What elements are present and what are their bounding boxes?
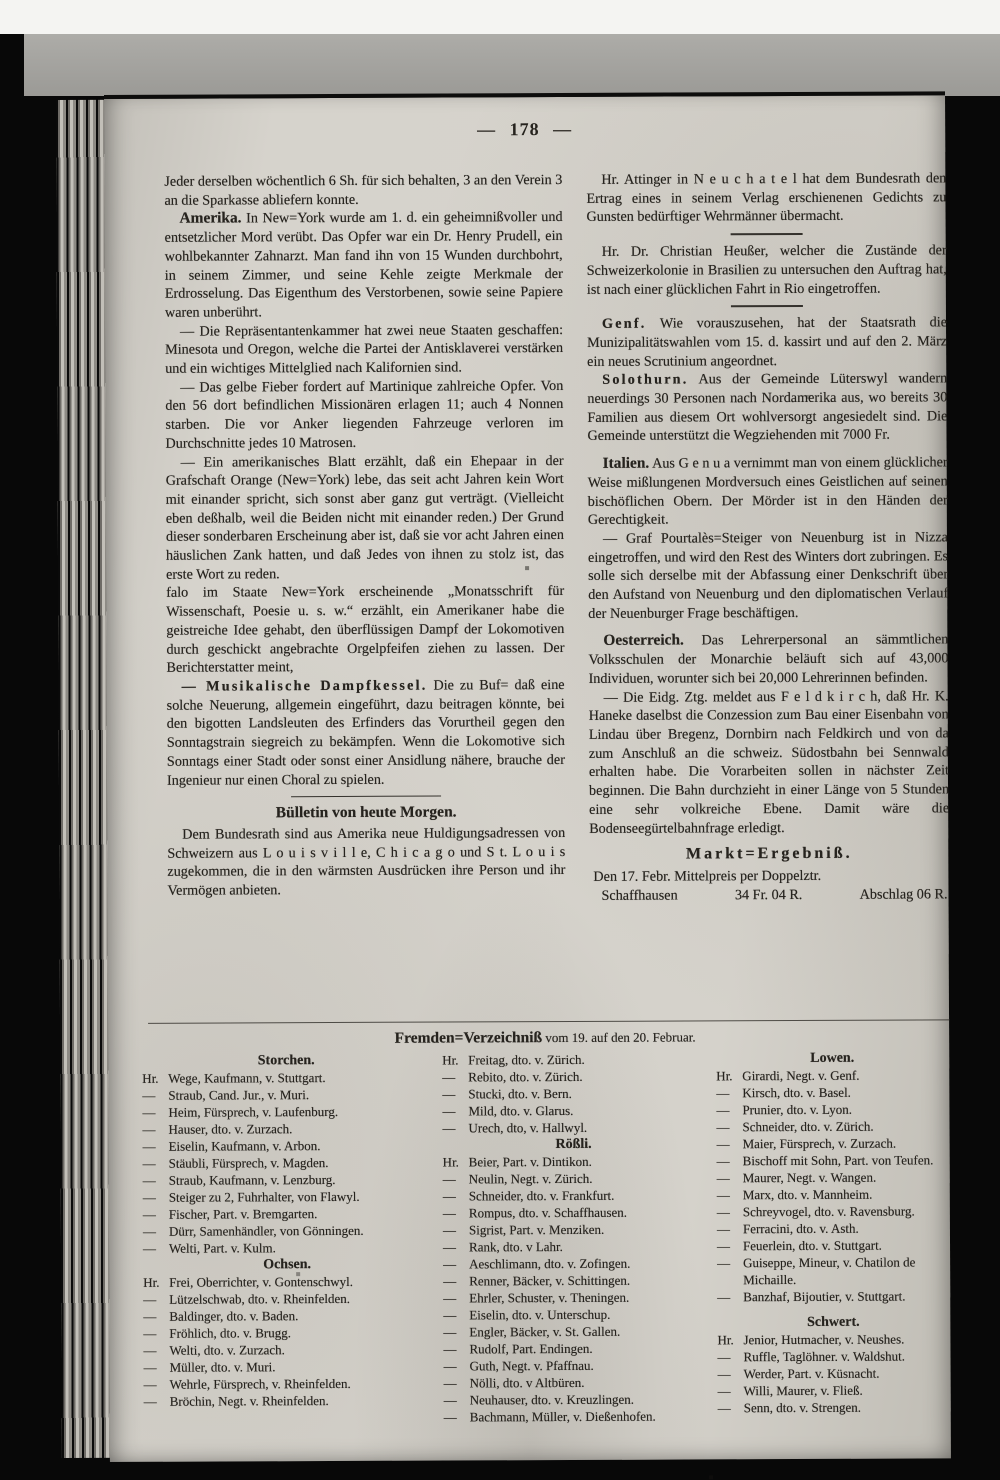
- guest-prefix: —: [716, 1136, 730, 1152]
- guest-prefix: —: [442, 1086, 456, 1102]
- guest-text: Müller, dto. v. Muri.: [169, 1359, 276, 1375]
- guest-row: [443, 1186, 705, 1204]
- guest-text: Rudolf, Part. Endingen.: [469, 1340, 593, 1357]
- guest-row: [142, 1103, 430, 1121]
- guest-prefix: —: [716, 1204, 730, 1220]
- guest-text: Straub, Cand. Jur., v. Muri.: [168, 1087, 310, 1103]
- guest-text: Freitag, dto. v. Zürich.: [468, 1051, 585, 1068]
- guest-text: Maier, Fürsprech, v. Zurzach.: [742, 1135, 897, 1152]
- guest-prefix: Hr.: [442, 1052, 459, 1068]
- guest-prefix: —: [442, 1069, 456, 1085]
- paragraph: [588, 631, 948, 689]
- guest-row: [443, 1152, 705, 1170]
- guest-prefix: —: [442, 1239, 457, 1255]
- guest-row: [143, 1222, 431, 1240]
- guest-prefix: —: [716, 1085, 730, 1101]
- paragraph: [164, 171, 562, 210]
- guest-row: [717, 1313, 949, 1331]
- paragraph-text: Aus G e n u a vernimmt man von einem glücklicher Weise mißlungenen Mordversuch eines Geistlichen auf seinen bischöflichen Obern. Der Mörder ist in den Händen der Gerechtigkeit.: [587, 454, 948, 529]
- paragraph-lead: Italien.: [602, 454, 650, 472]
- guest-text: Bischoff mit Sohn, Part. von Teufen.: [742, 1152, 934, 1169]
- guest-row: [143, 1188, 431, 1206]
- paragraph-text: falo im Staate New=York erscheinende „Monatsschrift für Wissenschaft, Poesie u. s. w.“ erzählt, ein Amerikaner habe die geistreiche Idee gehabt, den überflüssigen Dampf der Lokomotiven durch geschickt angebrachte Orgelpfeifen ziehen zu lassen. Der Berichterstatter meint,: [166, 583, 565, 677]
- guest-prefix: —: [716, 1153, 730, 1169]
- guest-row: [143, 1307, 431, 1325]
- guest-prefix: —: [142, 1121, 156, 1137]
- guest-prefix: —: [142, 1104, 156, 1120]
- paragraph-text: Hr. Attinger in N e u c h a t e l hat dem Bundesrath den Ertrag eines in seinem Verlag erschienenen Gedichts zu Gunsten bedürftiger Wehrmänner übermacht.: [586, 170, 947, 226]
- guest-text: Frei, Oberrichter, v. Gontenschwyl.: [169, 1273, 354, 1290]
- guest-text: Ruffle, Taglöhner. v. Waldshut.: [743, 1348, 906, 1365]
- guest-row: [717, 1168, 949, 1186]
- guest-row: [716, 1100, 948, 1118]
- fremden-columns: [142, 1049, 950, 1427]
- book-shadow-band: [24, 34, 1000, 96]
- paragraph: [165, 321, 563, 379]
- guest-row: [442, 1050, 704, 1068]
- guest-prefix: —: [717, 1366, 731, 1382]
- guest-text: Neulin, Negt. v. Zürich.: [468, 1170, 593, 1187]
- fremden-column-1: [142, 1052, 432, 1427]
- guest-row: [442, 1067, 704, 1085]
- paragraph-text: Aus der Gemeinde Lüterswyl wandern neuerdings 30 Personen nach Nordamerika aus, wo bereits 30 Familien aus diesem Ort wohlversorgt angesiedelt sind. Die Gemeinde unterstützt die Wegziehenden mit 7000 Fr.: [587, 370, 948, 445]
- guest-row: [443, 1254, 705, 1272]
- guest-text: Heim, Fürsprech, v. Laufenburg.: [168, 1103, 339, 1120]
- guest-text: Aeschlimann, dto. v. Zofingen.: [469, 1255, 631, 1272]
- market-row: [589, 885, 949, 905]
- paragraph: [587, 370, 947, 446]
- paragraph: [167, 824, 565, 901]
- guest-prefix: —: [142, 1155, 156, 1171]
- paragraph-text: Die zu Buf= daß eine solche Neuerung, allgemein eingeführt, dazu beitragen könnte, bei den bigotten Landsleuten des Erfinders das Vorurtheil gegen den Sonntagstrain siegreich zu bekämpfen. Wenn die Lokomotive sich Sonntags einer Stadt oder sonst einer Ansidlung nähere, brauche der Ingenieur nur einen Choral zu spielen.: [166, 676, 565, 789]
- hotel-header: Lowen.: [810, 1050, 855, 1066]
- guest-row: [143, 1256, 431, 1274]
- paragraph-text: Das Lehrerpersonal an sämmtlichen Volksschulen der Monarchie beläuft sich auf 43,000 Individuen, worunter sich bei 20,000 Lehrerinnen befinden.: [588, 631, 949, 687]
- paragraph-text: Wie vorauszusehen, hat der Staatsrath die Munizipalitätswahlen vom 15. d. kassirt und auf den 2. März ein neues Scrutinium angeordnet.: [587, 314, 948, 370]
- guest-text: Beier, Part. v. Dintikon.: [468, 1153, 592, 1170]
- guest-row: [716, 1117, 948, 1135]
- guest-row: [144, 1392, 432, 1410]
- guest-row: [143, 1341, 431, 1359]
- guest-row: [716, 1083, 948, 1101]
- guest-text: Jenior, Hutmacher, v. Neushes.: [743, 1331, 905, 1348]
- guest-row: [144, 1375, 432, 1393]
- guest-row: [143, 1137, 431, 1155]
- guest-text: Straub, Kaufmann, v. Lenzburg.: [168, 1172, 336, 1188]
- guest-row: [443, 1271, 705, 1289]
- guest-text: Wege, Kaufmann, v. Stuttgart.: [168, 1070, 326, 1086]
- guest-row: [718, 1381, 950, 1399]
- guest-prefix: —: [143, 1342, 157, 1358]
- guest-prefix: —: [143, 1240, 157, 1256]
- guest-prefix: —: [716, 1119, 730, 1135]
- guest-prefix: —: [717, 1289, 731, 1305]
- hotel-header: Schwert.: [807, 1314, 860, 1330]
- guest-prefix: —: [143, 1376, 157, 1392]
- paragraph-text: In New=York wurde am 1. d. ein geheimnißvoller und entsetzlicher Mord verübt. Das Opfer war ein Dr. Henry Prudell, ein wohlbekannter Zahnarzt. Man fand ihn von 15 Wunden durchbohrt, in seinem Zimmer, und seine Kehle zeigte Merkmale der Erdrosselung. Das Eigenthum des Verstorbenen, sowie seine Papiere waren unberührt.: [164, 209, 563, 321]
- scanner-bed-strip: [0, 0, 1000, 34]
- guest-text: Hauser, dto. v. Zurzach.: [168, 1121, 293, 1137]
- paragraph-text: Hr. Dr. Christian Heußer, welcher die Zustände der Schweizerkolonie in Brasilien zu untersuchen den Auftrag hat, ist nach einer glücklichen Fahrt in Rio eingetroffen.: [586, 242, 947, 298]
- paragraph-text: Bülletin von heute Morgen.: [275, 803, 457, 822]
- paragraph: [165, 208, 563, 322]
- column-left: [164, 171, 565, 900]
- paragraph-text: — Die Repräsentantenkammer hat zwei neue Staaten geschaffen: Minesota und Oregon, welche die Partei der Antisklaverei verstärken und ein wichtiges Mittelglied nach Kalifornien sind.: [165, 321, 564, 377]
- guest-row: [142, 1086, 430, 1104]
- guest-prefix: —: [143, 1291, 157, 1307]
- guest-prefix: —: [142, 1189, 156, 1205]
- paragraph-text: Dem Bundesrath sind aus Amerika neue Huldigungsadressen von Schweizern aus L o u i s v i l l e, C h i c a g o und S t. L o u i s zugekommen, die in den wärmsten Ausdrücken ihre Person und ihr Vermögen anbieten.: [167, 824, 566, 899]
- fremden-section: [142, 1027, 950, 1427]
- guest-text: Rebito, dto. v. Zürich.: [468, 1068, 583, 1085]
- paragraph-text: — Die Eidg. Ztg. meldet aus F e l d k i r c h, daß Hr. K. Haneke daselbst die Conzession zum Bau einer Eisenbahn von Lindau über Bregenz, Dornbirn nach Feldkirch und von da zum Anschluß an die schweiz. Südostbahn bei Sennwald erhalten habe. Die Vorarbeiten sollen in nächster Zeit beginnen. Die Bahn durchzieht in einer Länge von 5 Stunden eine sehr volkreiche Ebene. Damit wäre die Bodenseegürtelbahnfrage erledigt.: [588, 687, 950, 837]
- guest-prefix: Hr.: [717, 1332, 734, 1348]
- guest-prefix: —: [443, 1290, 457, 1306]
- guest-text: Guth, Negt. v. Pfaffnau.: [469, 1357, 594, 1374]
- guest-row: [444, 1390, 706, 1408]
- guest-text: Welti, Part. v. Kulm.: [168, 1240, 276, 1256]
- guest-prefix: —: [143, 1359, 157, 1375]
- guest-prefix: —: [716, 1170, 730, 1186]
- guest-text: Kirsch, dto. v. Basel.: [742, 1084, 851, 1101]
- market-price: 34 Fr. 04 R.: [734, 886, 803, 903]
- guest-text: Rompus, dto. v. Schaffhausen.: [468, 1204, 628, 1221]
- guest-row: [442, 1101, 704, 1119]
- guest-prefix: —: [142, 1206, 156, 1222]
- guest-row: [716, 1049, 948, 1067]
- guest-row: [717, 1347, 949, 1365]
- paragraph-lead: Genf.: [601, 315, 647, 333]
- guest-row: [443, 1220, 705, 1238]
- paragraph: [167, 676, 565, 790]
- guest-text: Neuhauser, dto. v. Kreuzlingen.: [469, 1391, 635, 1408]
- guest-prefix: —: [443, 1273, 457, 1289]
- guest-row: [717, 1151, 949, 1169]
- guest-prefix: —: [716, 1221, 730, 1237]
- guest-prefix: —: [442, 1120, 456, 1136]
- guest-prefix: —: [143, 1325, 157, 1341]
- guest-text: Welti, dto. v. Zurzach.: [169, 1342, 285, 1358]
- paragraph: [588, 528, 948, 623]
- guest-prefix: —: [142, 1172, 156, 1188]
- guest-text: Mild, dto. v. Glarus.: [468, 1102, 574, 1119]
- guest-text: Urech, dto, v. Hallwyl.: [468, 1119, 588, 1136]
- guest-prefix: —: [443, 1341, 457, 1357]
- guest-prefix: Hr.: [143, 1274, 160, 1290]
- guest-prefix: —: [442, 1103, 456, 1119]
- column-right-paragraphs: [586, 169, 949, 838]
- guest-row: [717, 1134, 949, 1152]
- guest-row: [718, 1364, 950, 1382]
- guest-text: Sigrist, Part. v. Menziken.: [468, 1221, 605, 1238]
- guest-text: Renner, Bäcker, v. Schittingen.: [469, 1272, 631, 1289]
- guest-text: Dürr, Samenhändler, von Gönningen.: [168, 1222, 364, 1239]
- paragraph: [166, 452, 565, 585]
- paragraph: [291, 796, 441, 798]
- guest-row: [142, 1120, 430, 1138]
- paragraph: [589, 687, 950, 838]
- guest-text: Fröhlich, dto. v. Brugg.: [169, 1325, 292, 1341]
- guest-text: Bachmann, Müller, v. Dießenhofen.: [469, 1408, 656, 1425]
- guest-text: Fischer, Part. v. Bremgarten.: [168, 1206, 318, 1222]
- guest-text: Willi, Maurer, v. Fließ.: [743, 1382, 863, 1399]
- paragraph: [586, 169, 946, 227]
- guest-text: Bröchin, Negt. v. Rheinfelden.: [169, 1393, 329, 1409]
- guest-row: [143, 1171, 431, 1189]
- fremden-title: [142, 1027, 948, 1048]
- paragraph-text: — Das gelbe Fieber fordert auf Martinique zahlreiche Opfer. Von den 56 dort befindlichen Missionären erlagen 11; auch 4 Nonnen starben. Die vor Anker liegenden Fahrzeuge verloren im Durchschnitte jedes 10 Matrosen.: [165, 377, 564, 452]
- paragraph: [587, 314, 947, 372]
- column-right: [586, 169, 949, 905]
- guest-row: [717, 1219, 949, 1237]
- guest-text: Ferracini, dto. v. Asth.: [742, 1220, 859, 1237]
- guest-prefix: —: [716, 1102, 730, 1118]
- guest-row: [443, 1135, 705, 1153]
- hotel-header: Rößli.: [555, 1136, 592, 1153]
- guest-row: [443, 1237, 705, 1255]
- guest-text: Girardi, Negt. v. Genf.: [742, 1067, 860, 1084]
- paragraph: [166, 582, 564, 677]
- guest-prefix: —: [443, 1392, 457, 1408]
- guest-text: Eiselin, Kaufmann, v. Arbon.: [168, 1138, 321, 1154]
- guest-prefix: —: [443, 1358, 457, 1374]
- page-number: — 178 —: [477, 118, 573, 140]
- guest-row: [717, 1236, 949, 1254]
- guest-row: [442, 1118, 704, 1136]
- guest-prefix: —: [443, 1256, 457, 1272]
- section-divider-rule: [148, 1019, 950, 1023]
- guest-text: Stäubli, Fürsprech, v. Magden.: [168, 1155, 329, 1171]
- guest-row: [717, 1253, 949, 1288]
- guest-prefix: —: [443, 1307, 457, 1323]
- paragraph-lead: Solothurn.: [602, 371, 689, 389]
- market-title: Markt=Ergebniß.: [685, 844, 853, 863]
- guest-row: [143, 1154, 431, 1172]
- guest-text: Schneider, dto. v. Frankfurt.: [468, 1187, 615, 1204]
- guest-prefix: Hr.: [142, 1070, 159, 1086]
- guest-prefix: —: [717, 1255, 731, 1271]
- guest-prefix: —: [443, 1409, 457, 1425]
- guest-prefix: —: [443, 1375, 457, 1391]
- guest-text: Stucki, dto. v. Bern.: [468, 1085, 572, 1102]
- guest-text: Baldinger, dto. v. Baden.: [169, 1308, 299, 1324]
- guest-text: Ehrler, Schuster, v. Theningen.: [469, 1289, 630, 1306]
- guest-row: [717, 1185, 949, 1203]
- hotel-header: Ochsen.: [263, 1257, 312, 1273]
- guest-row: [443, 1339, 705, 1357]
- guest-prefix: —: [142, 1138, 156, 1154]
- guest-row: [443, 1169, 705, 1187]
- paragraph-lead: Oesterreich.: [603, 631, 684, 650]
- guest-prefix: —: [717, 1383, 731, 1399]
- guest-text: Wehrle, Fürsprech, v. Rheinfelden.: [169, 1375, 351, 1392]
- guest-text: Banzhaf, Bijoutier, v. Stuttgart.: [743, 1288, 906, 1305]
- guest-row: [717, 1330, 949, 1348]
- guest-prefix: —: [443, 1324, 457, 1340]
- paragraph: [587, 241, 947, 299]
- guest-text: Steiger zu 2, Fuhrhalter, von Flawyl.: [168, 1188, 360, 1205]
- guest-text: Engler, Bäcker, v. St. Gallen.: [469, 1323, 621, 1340]
- guest-row: [716, 1066, 948, 1084]
- paragraph-text: Jeder derselben wöchentlich 6 Sh. für sich behalten, 3 an den Verein 3 an die Sparkasse abliefern konnte.: [164, 172, 563, 209]
- guest-prefix: Hr.: [716, 1068, 733, 1084]
- guest-text: Guiseppe, Mineur, v. Chatilon de Michaille.: [743, 1254, 916, 1288]
- guest-row: [717, 1202, 949, 1220]
- guest-text: Maurer, Negt. v. Wangen.: [742, 1169, 877, 1186]
- guest-text: Nölli, dto. v Altbüren.: [469, 1374, 585, 1391]
- guest-row: [443, 1322, 705, 1340]
- guest-prefix: —: [143, 1308, 157, 1324]
- guest-row: [444, 1407, 706, 1425]
- guest-prefix: —: [142, 1087, 156, 1103]
- guest-text: Werder, Part. v. Küsnacht.: [743, 1365, 880, 1382]
- paragraph: [588, 453, 948, 529]
- guest-prefix: —: [717, 1349, 731, 1365]
- fremden-column-3: [716, 1049, 950, 1424]
- guest-row: [717, 1287, 949, 1305]
- guest-text: Eiselin, dto. v. Unterschup.: [469, 1306, 611, 1323]
- guest-prefix: —: [716, 1238, 731, 1254]
- guest-row: [143, 1205, 431, 1223]
- hotel-header: Storchen.: [257, 1053, 315, 1069]
- paragraph: [731, 233, 803, 235]
- guest-row: [442, 1084, 704, 1102]
- guest-text: Lützelschwab, dto. v. Rheinfelden.: [169, 1290, 351, 1307]
- guest-text: Prunier, dto. v. Lyon.: [742, 1101, 852, 1118]
- market-date-line: Den 17. Febr. Mittelpreis per Doppelztr.: [593, 867, 822, 885]
- guest-prefix: —: [442, 1188, 456, 1204]
- guest-row: [142, 1069, 430, 1087]
- market-section: [589, 845, 949, 906]
- guest-row: [144, 1358, 432, 1376]
- guest-row: [143, 1290, 431, 1308]
- paragraph-text: — Graf Pourtalès=Steiger von Neuenburg ist in Nizza eingetroffen, und wird den Rest des Winters dort zubringen. Es solle sich derselbe mit der Abfassung einer Denkschrift über den Aufstand von Neuenburg und den diplomatischen Verlauf der Neuenburger Frage beschäftigen.: [587, 529, 949, 622]
- guest-text: Feuerlein, dto. v. Stuttgart.: [742, 1237, 882, 1254]
- guest-row: [444, 1356, 706, 1374]
- paragraph-text: — Ein amerikanisches Blatt erzählt, daß ein Ehepaar in der Grafschaft Orange (New=York) lebe, das seit acht Jahren kein Wort mit einander spricht, sich sonst aber ganz gut verträgt. (Vielleicht eben deßhalb, weil die Beiden nicht mit einander reden.) Der Grund dieser sonderbaren Erscheinung aber ist, daß sie vor acht Jahren einen häuslichen Zank hatten, und daß Jedes von ihnen zu stolz ist, das erste Wort zu reden.: [165, 452, 565, 583]
- guest-row: [143, 1239, 431, 1257]
- guest-row: [142, 1052, 430, 1070]
- guest-text: Schreyvogel, dto. v. Ravensburg.: [742, 1203, 915, 1220]
- paragraph-lead: — Musikalische Dampfkessel.: [181, 677, 428, 695]
- guest-prefix: Hr.: [442, 1154, 459, 1170]
- paragraph-lead: Amerika.: [179, 209, 242, 228]
- guest-row: [443, 1288, 705, 1306]
- newspaper-page: [104, 91, 951, 1462]
- guest-row: [443, 1305, 705, 1323]
- guest-row: [143, 1324, 431, 1342]
- paragraph: [165, 377, 563, 454]
- guest-row: [444, 1373, 706, 1391]
- guest-prefix: —: [142, 1223, 156, 1239]
- guest-row: [143, 1273, 431, 1291]
- guest-prefix: —: [716, 1187, 730, 1203]
- guest-prefix: —: [143, 1393, 157, 1409]
- guest-prefix: —: [442, 1222, 456, 1238]
- ink-specks: [104, 99, 106, 101]
- guest-row: [718, 1398, 950, 1416]
- guest-prefix: —: [442, 1171, 456, 1187]
- fremden-title-rest: vom 19. auf den 20. Februar.: [542, 1029, 696, 1046]
- guest-prefix: —: [442, 1205, 456, 1221]
- fremden-title-bold: Fremden=Verzeichniß: [394, 1029, 543, 1047]
- guest-text: Marx, dto. v. Mannheim.: [742, 1186, 873, 1203]
- guest-text: Rank, dto. v Lahr.: [468, 1239, 563, 1255]
- paragraph: [731, 305, 803, 307]
- market-discount: Abschlag 06 R.: [859, 885, 948, 903]
- guest-text: Schneider, dto. v. Zürich.: [742, 1118, 874, 1135]
- guest-text: Senn, dto. v. Strengen.: [743, 1399, 861, 1416]
- fremden-column-2: [442, 1050, 706, 1425]
- guest-row: [443, 1203, 705, 1221]
- market-place: Schaffhausen: [601, 887, 678, 904]
- paragraph: [167, 803, 565, 823]
- guest-prefix: —: [717, 1400, 731, 1416]
